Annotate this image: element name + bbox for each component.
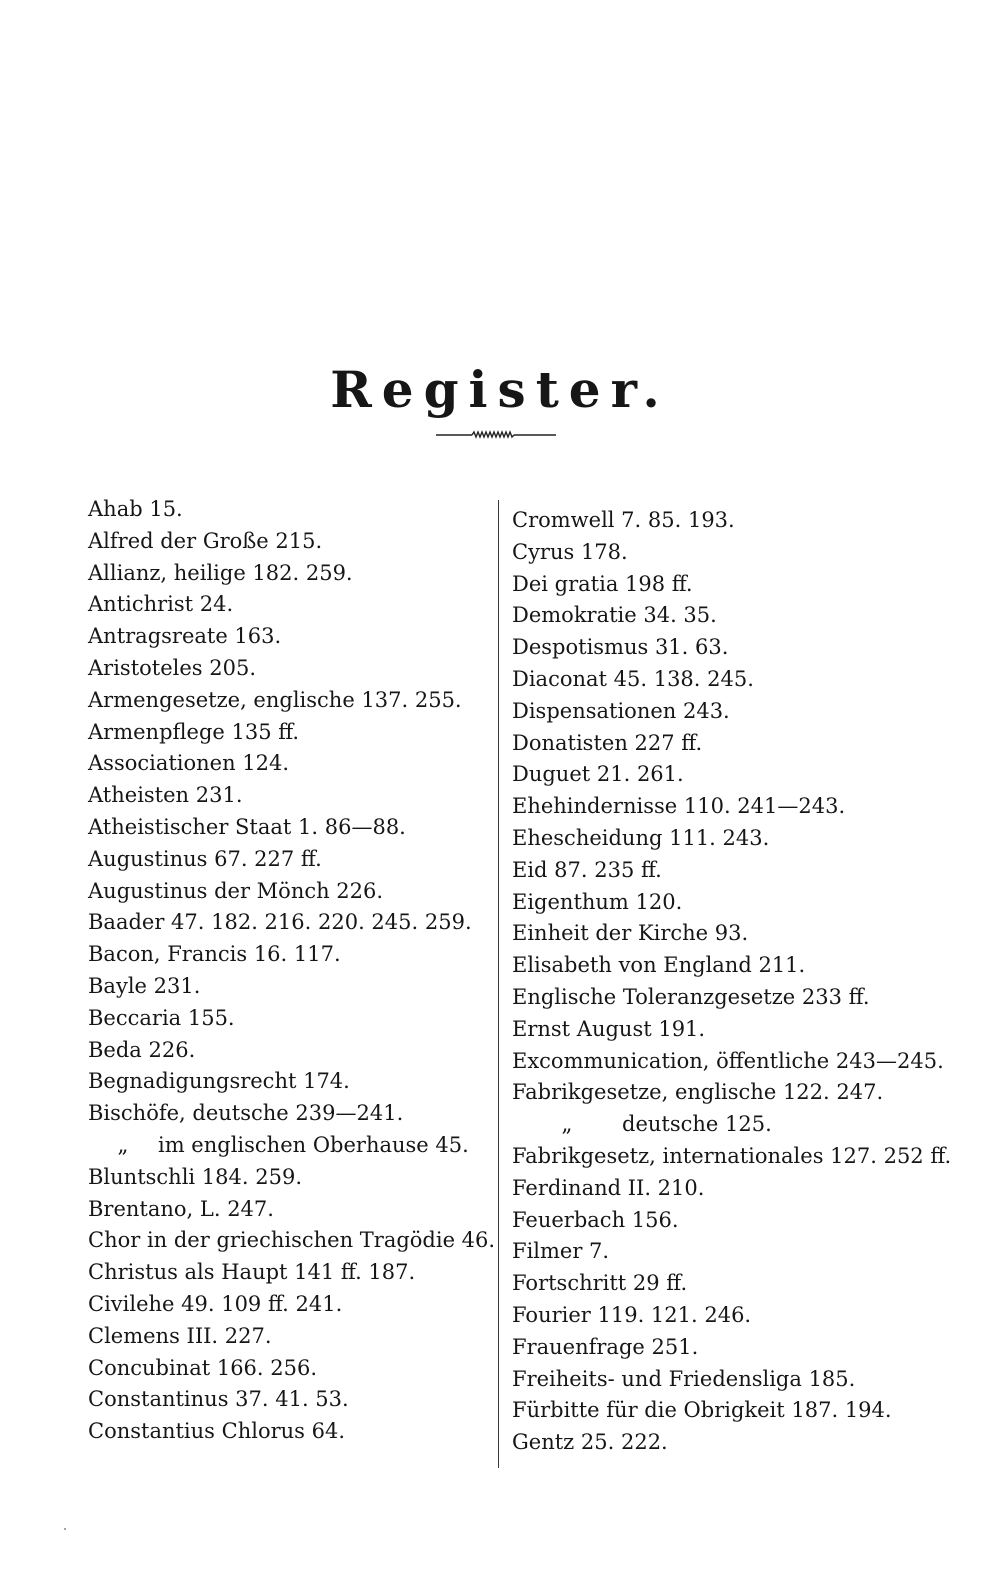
index-entry: Atheistischer Staat 1. 86—88. (88, 814, 406, 839)
index-entry: Fabrikgesetze, englische 122. 247. (512, 1080, 884, 1105)
index-entry: Constantius Chlorus 64. (88, 1419, 345, 1444)
index-entry: Dei gratia 198 ff. (512, 571, 693, 596)
index-entry: Demokratie 34. 35. (512, 603, 717, 628)
index-entry: Frauenfrage 251. (512, 1334, 699, 1359)
index-entry: Augustinus 67. 227 ff. (88, 846, 322, 871)
index-entry: Antichrist 24. (88, 592, 234, 617)
ditto-mark: „ (561, 1112, 573, 1137)
index-entry: Filmer 7. (512, 1239, 610, 1264)
index-entry: Bacon, Francis 16. 117. (88, 942, 341, 967)
index-entry: Dispensationen 243. (512, 698, 730, 723)
index-entry: Fürbitte für die Obrigkeit 187. 194. (512, 1398, 892, 1423)
index-entry: Brentano, L. 247. (88, 1196, 274, 1221)
index-entry: Aristoteles 205. (88, 655, 256, 680)
index-entry: Augustinus der Mönch 226. (88, 878, 384, 903)
index-entry-text: im englischen Oberhause 45. (158, 1132, 469, 1157)
index-entry: Ernst August 191. (512, 1016, 706, 1041)
print-speck (64, 1528, 66, 1530)
ornament-divider (436, 426, 556, 442)
index-entry-continuation (88, 1130, 488, 1162)
index-entry: Elisabeth von England 211. (512, 953, 806, 978)
index-entry: Ahab 15. (88, 497, 183, 521)
index-entry: Duguet 21. 261. (512, 762, 684, 787)
page-title: Register. (330, 359, 670, 419)
index-entry: Bluntschli 184. 259. (88, 1164, 302, 1189)
index-entry: Armengesetze, englische 137. 255. (88, 687, 462, 712)
index-entry: Excommunication, öffentliche 243—245. (512, 1048, 944, 1073)
index-entry: Beccaria 155. (88, 1005, 235, 1030)
index-entry-text: deutsche 125. (622, 1112, 772, 1137)
index-entry: Civilehe 49. 109 ff. 241. (88, 1291, 343, 1316)
index-entry: Fourier 119. 121. 246. (512, 1302, 752, 1327)
index-entry: Cromwell 7. 85. 193. (512, 508, 735, 532)
index-entry: Ehescheidung 111. 243. (512, 825, 770, 850)
index-column-left (88, 494, 496, 1448)
index-entry: Clemens III. 227. (88, 1323, 272, 1348)
index-entry: Fortschritt 29 ff. (512, 1271, 688, 1296)
index-entry: Einheit der Kirche 93. (512, 921, 749, 946)
index-entry: Feuerbach 156. (512, 1207, 679, 1232)
ditto-mark: „ (117, 1132, 129, 1157)
index-entry: Chor in der griechischen Tragödie 46. (88, 1228, 496, 1253)
index-entry: Despotismus 31. 63. (512, 635, 729, 660)
index-entry: Ferdinand II. 210. (512, 1175, 705, 1200)
index-entry: Eid 87. 235 ff. (512, 857, 662, 882)
index-entry: Alfred der Große 215. (88, 528, 323, 553)
index-entry: Ehehindernisse 110. 241—243. (512, 794, 846, 819)
index-entry: Cyrus 178. (512, 539, 628, 564)
index-column-right (512, 505, 952, 1459)
index-entry: Bischöfe, deutsche 239—241. (88, 1101, 404, 1126)
index-entry: Baader 47. 182. 216. 220. 245. 259. (88, 910, 472, 935)
index-entry: Associationen 124. (88, 751, 290, 776)
index-entry: Freiheits- und Friedensliga 185. (512, 1366, 856, 1391)
column-divider (498, 500, 499, 1468)
index-entry: Donatisten 227 ff. (512, 730, 703, 755)
index-entry: Allianz, heilige 182. 259. (88, 560, 353, 585)
index-entry: Constantinus 37. 41. 53. (88, 1387, 349, 1412)
index-entry: Diaconat 45. 138. 245. (512, 666, 754, 691)
index-entry: Christus als Haupt 141 ff. 187. (88, 1260, 416, 1285)
index-entry: Antragsreate 163. (88, 624, 282, 649)
index-entry: Bayle 231. (88, 973, 201, 998)
index-entry: Gentz 25. 222. (512, 1430, 668, 1455)
index-entry: Beda 226. (88, 1037, 196, 1062)
index-entry: Eigenthum 120. (512, 889, 683, 914)
index-entry: Begnadigungsrecht 174. (88, 1069, 350, 1094)
index-entry: Armenpflege 135 ff. (88, 719, 300, 744)
index-entry: Fabrikgesetz, internationales 127. 252 ff. (512, 1143, 952, 1168)
index-entry: Englische Toleranzgesetze 233 ff. (512, 984, 870, 1009)
index-entry-continuation (512, 1109, 942, 1141)
index-entry: Concubinat 166. 256. (88, 1355, 318, 1380)
index-entry: Atheisten 231. (88, 783, 243, 808)
